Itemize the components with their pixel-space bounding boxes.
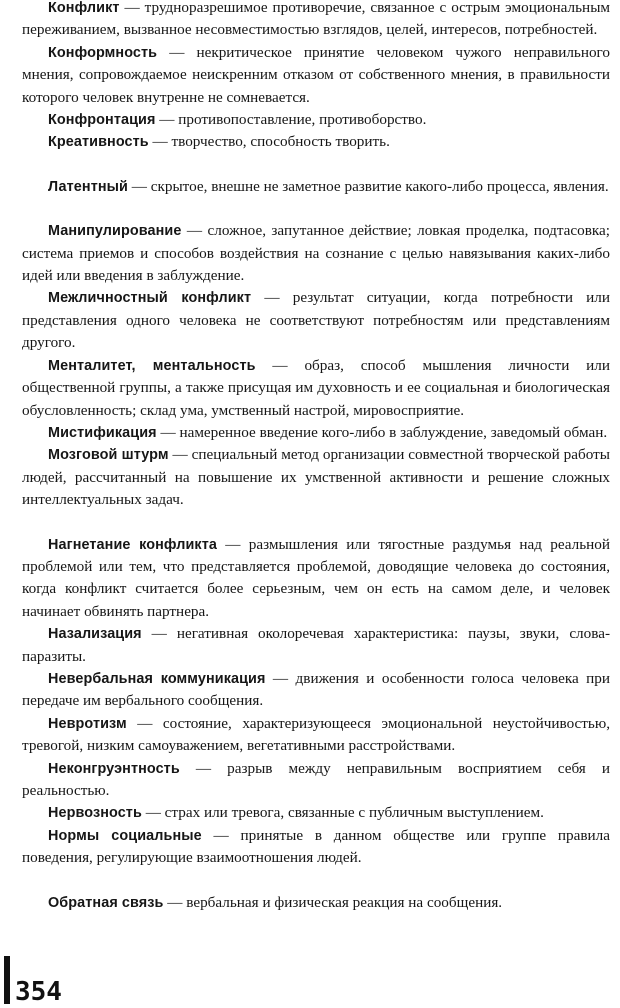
page-edge-marker <box>4 956 10 1004</box>
entry-term: Назализация <box>48 626 142 643</box>
entry-separator: — <box>168 446 192 464</box>
entry-term: Неконгруэнтность <box>48 760 180 777</box>
entry-definition: скрытое, внешне не заметное развитие какого-либо процесса, явления. <box>150 177 609 195</box>
entry-separator: — <box>148 133 172 151</box>
glossary-entry <box>22 176 610 198</box>
glossary-entry <box>22 825 610 870</box>
glossary-entry <box>22 0 610 42</box>
entry-term: Нормы социальные <box>48 827 202 844</box>
entry-term: Конфликт <box>48 0 120 16</box>
entry-separator: — <box>127 177 151 195</box>
glossary-entry <box>22 802 610 824</box>
entry-separator: — <box>255 356 305 374</box>
glossary-entry <box>22 534 610 624</box>
entry-definition: негативная околоречевая характеристика: паузы, звуки, слова-паразиты. <box>22 625 611 665</box>
entry-separator: — <box>141 625 177 643</box>
entry-term: Латентный <box>48 178 128 195</box>
section-gap <box>22 870 610 892</box>
glossary-entry <box>22 713 610 758</box>
glossary-entry <box>22 287 610 354</box>
glossary-entry <box>22 444 610 511</box>
entry-term: Нагнетание конфликта <box>48 536 217 553</box>
entry-separator: — <box>216 535 249 553</box>
glossary-entry <box>22 422 610 444</box>
entry-definition: движения и особенности голоса человека при передаче им вербального сообщения. <box>22 669 610 710</box>
entry-definition: результат ситуации, когда потребности или представления одного человека не соответствуют потребностям или представлениям другого. <box>22 289 611 352</box>
entry-definition: противопоставление, противоборство. <box>178 111 427 129</box>
entry-separator: — <box>155 111 179 129</box>
entry-term: Конфронтация <box>48 112 156 129</box>
entry-term: Мозговой штурм <box>48 447 169 464</box>
entry-term: Мистификация <box>48 424 157 441</box>
section-gap <box>22 512 610 534</box>
entry-definition: размышления или тягостные раздумья над реальной проблемой или тем, что представляется проблемой, доводящие человека до состояния, когда конфликт считается более серьезным, чем он есть на самом деле, и человек начинает обвинять партнера. <box>22 535 610 620</box>
glossary-entry <box>22 355 610 422</box>
entry-definition: некритическое принятие человеком чужого неправильного мнения, сопровождаемое неискренним отказом от собственного мнения, в правильности которого человек внутренне не сомневается. <box>22 43 611 106</box>
glossary-entry <box>22 131 610 153</box>
entry-term: Конформность <box>48 44 158 61</box>
page-number: 354 <box>15 977 62 1007</box>
glossary-entry <box>22 758 610 803</box>
entry-term: Обратная связь <box>48 894 164 911</box>
entry-term: Межличностный конфликт <box>48 290 252 307</box>
section-gap <box>22 154 610 176</box>
entry-definition: творчество, способность творить. <box>171 133 390 151</box>
entry-term: Нервозность <box>48 805 142 822</box>
glossary-entry <box>22 892 610 914</box>
entry-separator: — <box>201 826 241 844</box>
entry-separator: — <box>265 669 296 687</box>
entry-separator: — <box>181 222 208 240</box>
entry-term: Невротизм <box>48 715 127 732</box>
entry-separator: — <box>126 714 163 732</box>
entry-definition: намеренное введение кого-либо в заблуждение, заведомый обман. <box>179 423 608 441</box>
entry-term: Невербальная коммуникация <box>48 670 266 687</box>
entry-term: Менталитет, ментальность <box>48 357 256 374</box>
entry-separator: — <box>251 289 293 307</box>
entry-definition: образ, способ мышления личности или общественной группы, а также присущая им духовность и ее социальная и биологическая обусловленность; склад ума, умственный настрой, мировосприятие. <box>22 356 611 419</box>
entry-term: Креативность <box>48 134 149 151</box>
entry-term: Манипулирование <box>48 223 182 240</box>
glossary-entry <box>22 109 610 131</box>
entry-definition: трудноразрешимое противоречие, связанное с острым эмоциональным переживанием, вызванное несовместимостью взглядов, целей, интересов, потребностей. <box>22 0 611 39</box>
entry-definition: специальный метод организации совместной творческой работы людей, рассчитанный на повышение их умственной активности и решение сложных интеллектуальных задач. <box>22 446 610 509</box>
section-gap <box>22 198 610 220</box>
glossary-entry <box>22 623 610 668</box>
entry-definition: вербальная и физическая реакция на сообщения. <box>186 893 503 911</box>
entry-separator: — <box>163 893 187 911</box>
entry-definition: состояние, характеризующееся эмоциональной неустойчивостью, тревогой, низким самоуважением, вегетативными расстройствами. <box>22 714 611 755</box>
glossary-entry <box>22 42 610 109</box>
glossary-entry <box>22 220 610 287</box>
entry-separator: — <box>156 423 180 441</box>
entry-definition: сложное, запутанное действие; ловкая проделка, подтасовка; система приемов и способов воздействия на сознание с целью навязывания каких-либо идей или введения в заблуждение. <box>22 222 610 285</box>
entry-definition: страх или тревога, связанные с публичным выступлением. <box>164 804 544 822</box>
entry-definition: разрыв между неправильным восприятием себя и реальностью. <box>22 759 610 799</box>
entry-separator: — <box>119 0 145 16</box>
entry-separator: — <box>141 804 165 822</box>
entry-definition: принятые в данном обществе или группе правила поведения, регулирующие взаимоотношения людей. <box>22 826 611 867</box>
entry-separator: — <box>179 759 228 777</box>
glossary-entry <box>22 668 610 713</box>
entry-separator: — <box>157 43 197 61</box>
glossary-entries <box>22 0 610 914</box>
